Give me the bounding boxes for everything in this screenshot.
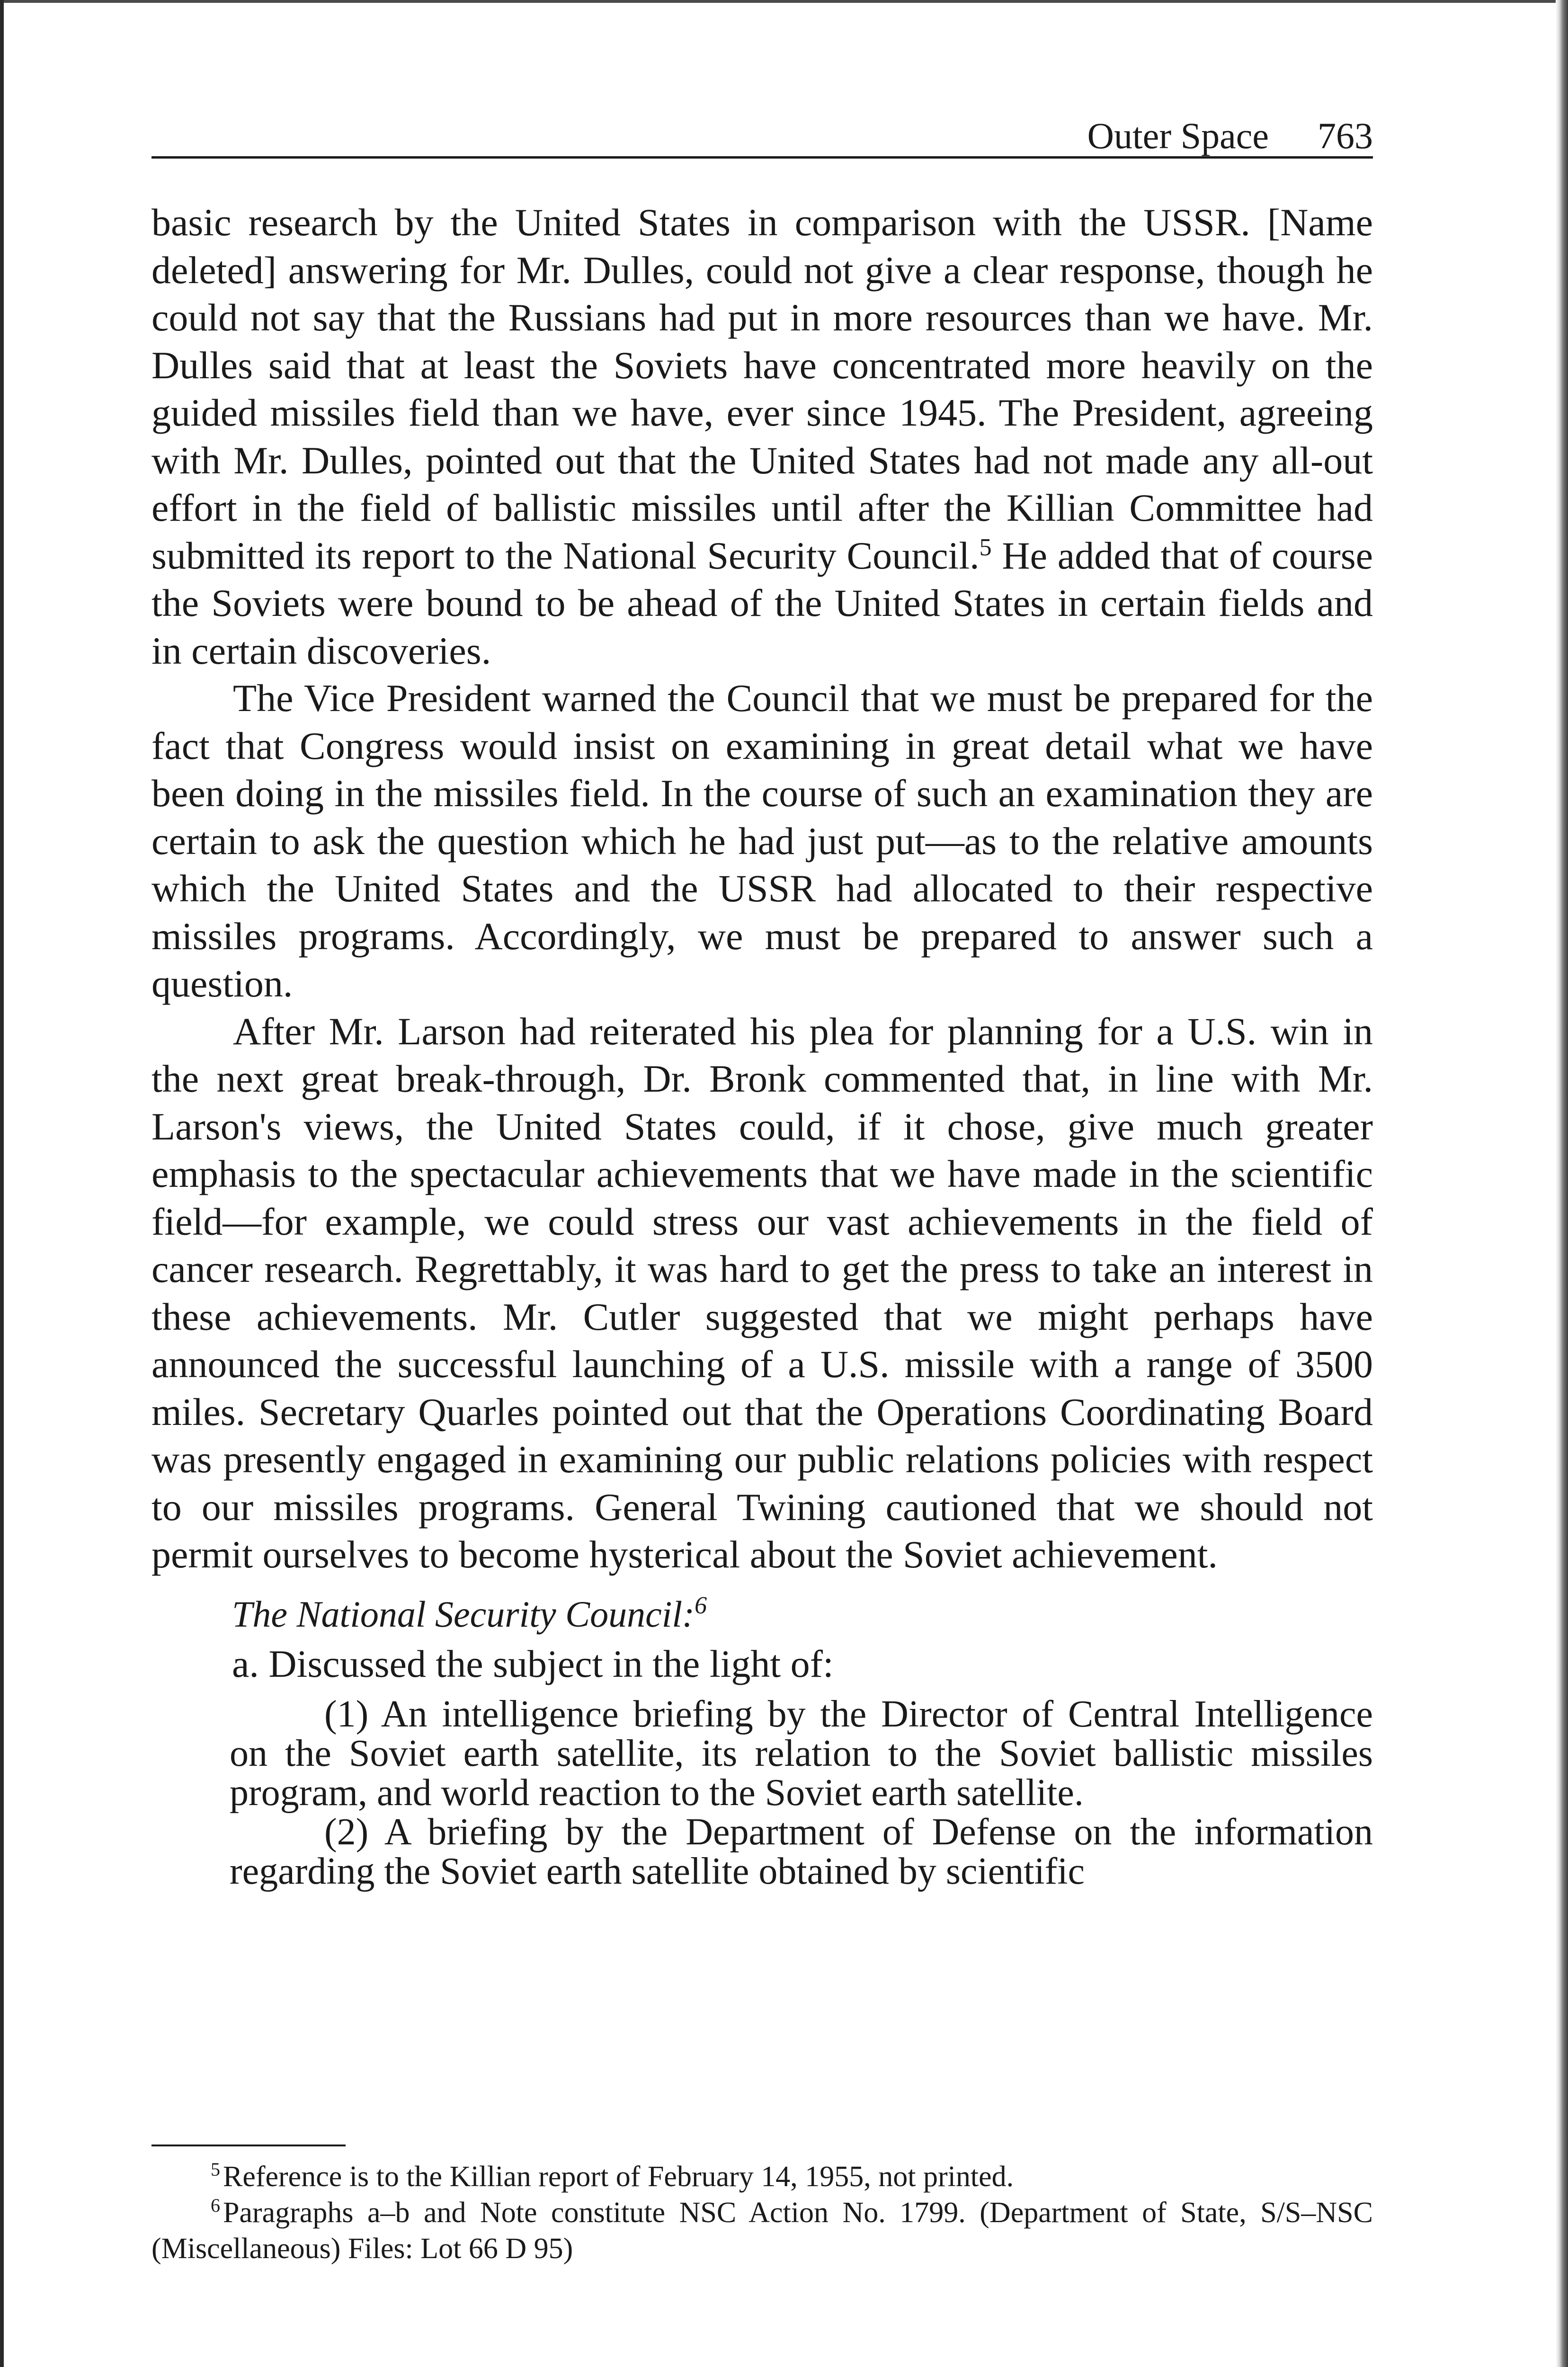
footnote-text: Paragraphs a–b and Note constitute NSC Action No. 1799. (Department of State, S/S–NSC (Miscellaneous) Files: Lot 66 D 95) — [151, 2197, 1373, 2265]
sub-item-1: (1) An intelligence briefing by the Director of Central Intelligence on the Soviet earth satellite, its relation to the Soviet ballistic missiles program, and world reaction to the Soviet earth satellite. — [230, 1693, 1373, 1814]
scan-edge-right — [1556, 0, 1568, 2367]
scan-edge-left — [0, 0, 4, 2367]
footnote-text: Reference is to the Killian report of February 14, 1955, not printed. — [223, 2161, 1014, 2193]
footnote-6 — [151, 2195, 1373, 2267]
paragraph-1 — [151, 199, 1373, 675]
sub-items — [230, 1695, 1373, 1891]
page-number: 763 — [1318, 115, 1373, 156]
footnote-number: 5 — [211, 2159, 220, 2180]
paragraph-2: The Vice President warned the Council that we must be prepared for the fact that Congress would insist on examining in great detail what we have been doing in the missiles field. In the course of such an examination they are certain to ask the question which he had just put—as to the relative amounts which the United States and the USSR had allocated to their respective missiles programs. Accordingly, we must be prepared to answer such a question. — [151, 676, 1373, 1005]
item-a: a. Discussed the subject in the light of: — [232, 1642, 834, 1685]
footnote-divider — [151, 2145, 346, 2146]
footnotes — [151, 2159, 1373, 2267]
footnote-ref-6: 6 — [695, 1592, 707, 1619]
paragraph-3: After Mr. Larson had reiterated his plea for planning for a U.S. win in the next great break-through, Dr. Bronk commented that, in line with Mr. Larson's views, the United States could, if it chose, give much greater emphasis to the spectacular achievements that we have made in the scientific field—for example, we could stress our vast achievements in the field of cancer research. Regrettably, it was hard to get the press to take an interest in these achievements. Mr. Cutler suggested that we might perhaps have announced the successful launching of a U.S. missile with a range of 3500 miles. Secretary Quarles pointed out that the Operations Coordinating Board was presently engaged in examining our public relations policies with respect to our missiles programs. General Twining cautioned that we should not permit ourselves to become hysterical about the Soviet achievement. — [151, 1009, 1373, 1576]
running-head — [151, 109, 1373, 159]
footnote-5 — [151, 2159, 1373, 2195]
footnote-number: 6 — [211, 2195, 220, 2216]
running-head-title: Outer Space — [1087, 115, 1269, 156]
council-heading-text: The National Security Council: — [232, 1593, 695, 1635]
scan-edge-top — [0, 0, 1568, 3]
paragraph-1-part-2: He added that of course the Soviets were bound to be ahead of the United States in certain fields and in certain discoveries. — [151, 534, 1373, 672]
body-text — [151, 199, 1373, 1579]
footnote-ref-5: 5 — [979, 534, 992, 561]
council-heading — [232, 1591, 707, 1638]
sub-item-2: (2) A briefing by the Department of Defense on the information regarding the Soviet earth satellite obtained by scientific — [230, 1811, 1373, 1892]
paragraph-1-part-1: basic research by the United States in comparison with the USSR. [Name deleted] answering for Mr. Dulles, could not give a clear response, though he could not say that the Russians had put in more resources than we have. Mr. Dulles said that at least the Soviets have concentrated more heavily on the guided missiles field than we have, ever since 1945. The President, agreeing with Mr. Dulles, pointed out that the United States had not made any all-out effort in the field of ballistic missiles until after the Killian Committee had submitted its report to the National Security Council. — [151, 201, 1373, 577]
